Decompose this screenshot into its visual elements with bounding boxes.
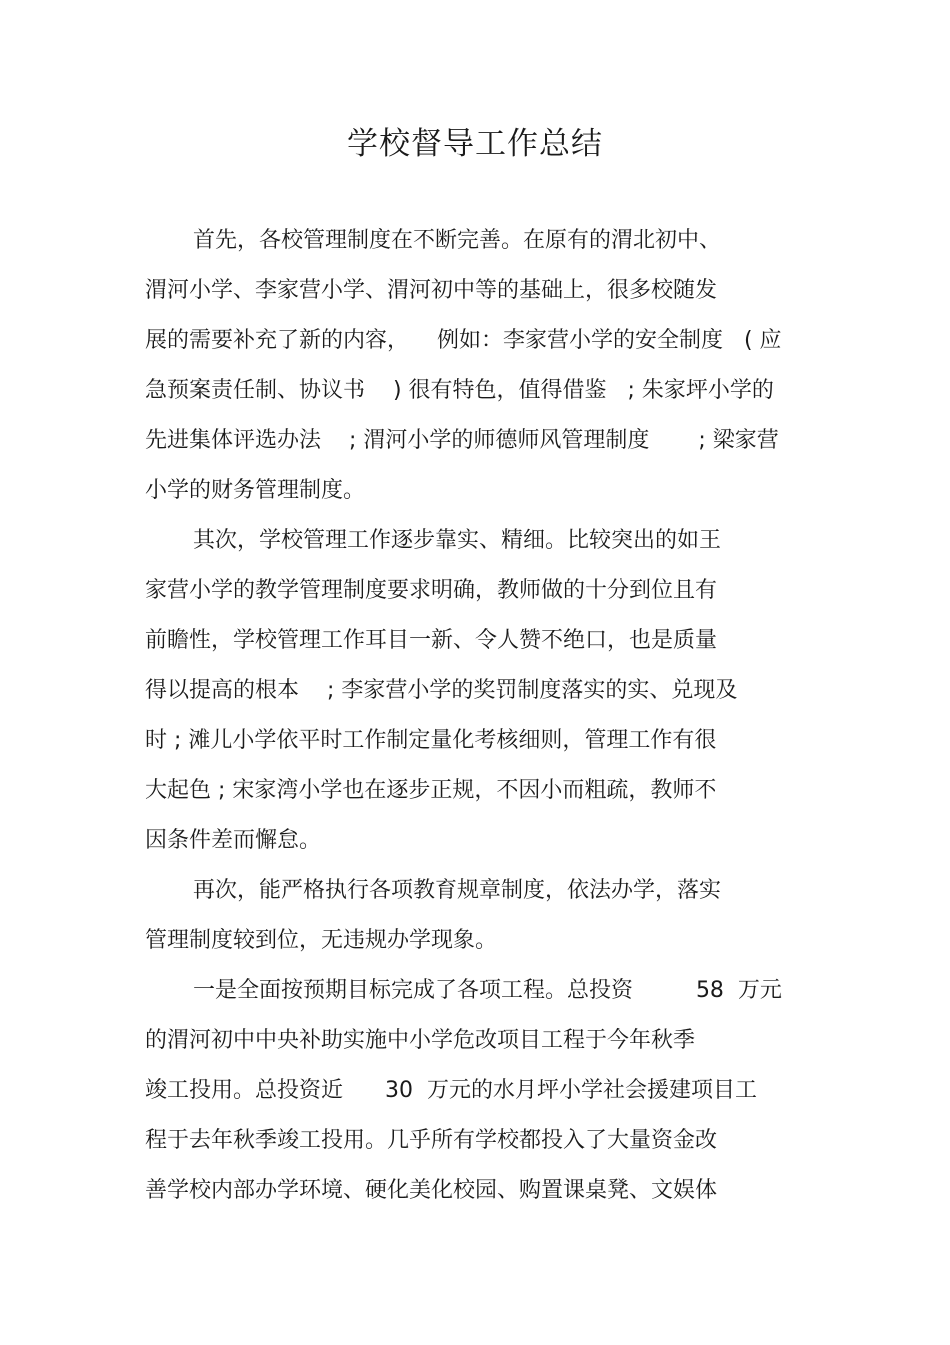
paragraph-line: 渭河小学、李家营小学、渭河初中等的基础上，很多校随发: [145, 278, 718, 303]
paragraph-line: 首先，各校管理制度在不断完善。在原有的渭北初中、: [193, 228, 722, 253]
paragraph-line: 一是全面按预期目标完成了各项工程。总投资 58 万元: [193, 978, 782, 1003]
paragraph-line: 小学的财务管理制度。: [145, 478, 366, 503]
paragraph-line: 前瞻性，学校管理工作耳目一新、令人赞不绝口，也是质量: [145, 628, 718, 653]
paragraph-line: 的渭河初中中央补助实施中小学危改项目工程于今年秋季: [145, 1028, 696, 1053]
paragraph-line: 善学校内部办学环境、硬化美化校园、购置课桌凳、文娱体: [145, 1178, 718, 1203]
paragraph-line: 急预案责任制、协议书 ) 很有特色，值得借鉴 ; 朱家坪小学的: [145, 378, 774, 403]
paragraph-line: 家营小学的教学管理制度要求明确，教师做的十分到位且有: [145, 578, 718, 603]
paragraph-line: 程于去年秋季竣工投用。几乎所有学校都投入了大量资金改: [145, 1128, 718, 1153]
document-title: 学校督导工作总结: [347, 126, 603, 162]
paragraph-line: 得以提高的根本 ; 李家营小学的奖罚制度落实的实、兑现及: [145, 678, 738, 703]
paragraph-line: 其次，学校管理工作逐步靠实、精细。比较突出的如王: [193, 528, 722, 553]
paragraph-line: 展的需要补充了新的内容， 例如：李家营小学的安全制度 ( 应: [145, 328, 782, 353]
paragraph-line: 竣工投用。总投资近 30 万元的水月坪小学社会援建项目工: [145, 1078, 757, 1103]
paragraph-line: 再次，能严格执行各项教育规章制度，依法办学，落实: [193, 878, 722, 903]
paragraph-line: 管理制度较到位，无违规办学现象。: [145, 928, 498, 953]
paragraph-line: 时 ; 滩儿小学依平时工作制定量化考核细则，管理工作有很: [145, 728, 717, 753]
paragraph-line: 先进集体评选办法 ; 渭河小学的师德师风管理制度 ; 梁家营: [145, 428, 779, 453]
paragraph-line: 大起色 ; 宋家湾小学也在逐步正规，不因小而粗疏，教师不: [145, 778, 717, 803]
paragraph-line: 因条件差而懈怠。: [145, 828, 322, 853]
